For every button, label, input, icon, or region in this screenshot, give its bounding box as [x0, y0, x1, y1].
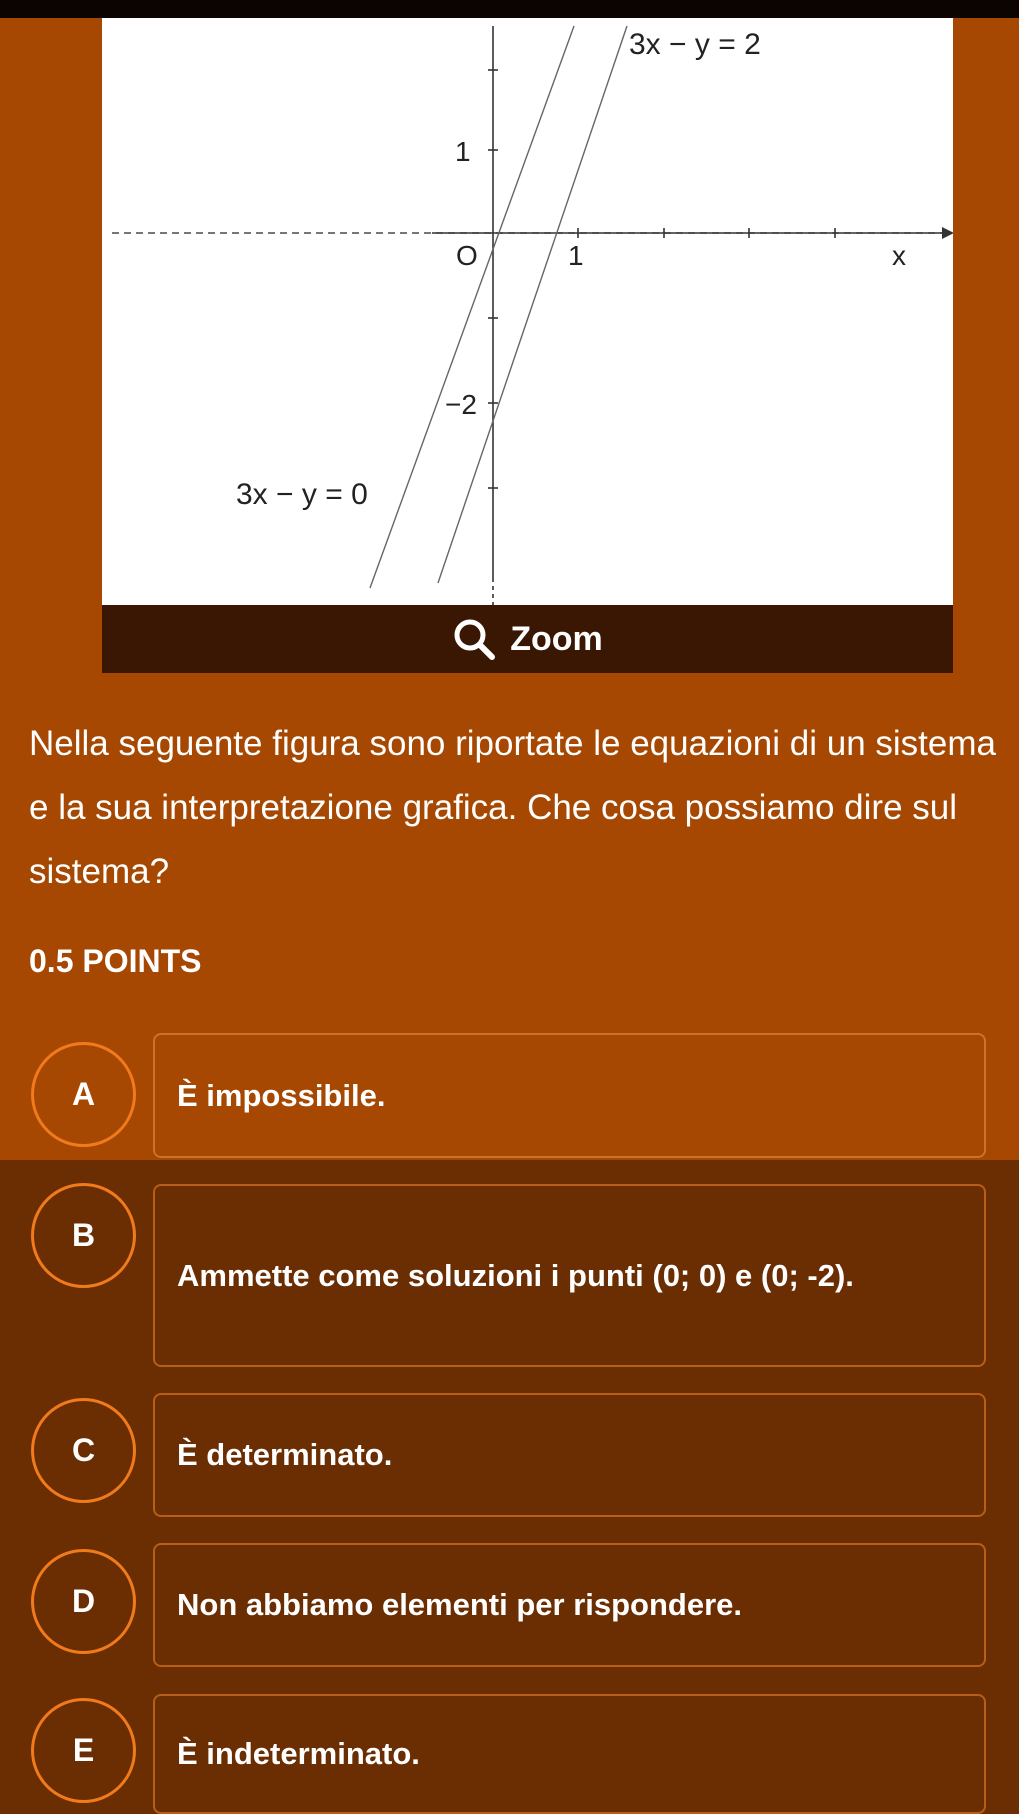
option-letter: A: [31, 1042, 136, 1147]
points-label: 0.5 POINTS: [29, 943, 202, 979]
option-letter: D: [31, 1549, 136, 1654]
search-icon: [452, 617, 496, 661]
option-text: È determinato.: [153, 1393, 986, 1517]
option-b[interactable]: [0, 1180, 1019, 1370]
question-text: Nella seguente figura sono riportate le equazioni di un sistema e la sua interpretazione grafica. Che cosa possiamo dire sul sistema?: [29, 724, 996, 891]
x-axis-arrow-icon: [942, 227, 953, 239]
tick-label-x1: 1: [568, 240, 584, 271]
option-text: È impossibile.: [153, 1033, 986, 1158]
graph-figure: [102, 18, 953, 605]
graph-svg: [102, 18, 953, 605]
origin-label: O: [456, 240, 478, 271]
option-letter: E: [31, 1698, 136, 1803]
option-letter: B: [31, 1183, 136, 1288]
option-a[interactable]: [0, 1030, 1019, 1160]
option-d[interactable]: [0, 1540, 1019, 1670]
line2-label: 3x − y = 0: [236, 478, 368, 511]
option-text: Ammette come soluzioni i punti (0; 0) e (0; -2).: [153, 1184, 986, 1367]
option-letter: C: [31, 1398, 136, 1503]
status-bar: [0, 0, 1019, 18]
tick-label-y1: 1: [455, 136, 471, 167]
line-3x-y-2: [438, 26, 627, 583]
zoom-button[interactable]: [102, 605, 953, 673]
line-3x-y-0: [370, 26, 574, 588]
tick-label-ym2: −2: [445, 389, 477, 420]
x-axis-label: x: [892, 240, 906, 271]
option-c[interactable]: [0, 1390, 1019, 1520]
zoom-label: Zoom: [510, 619, 603, 658]
line1-label: 3x − y = 2: [629, 28, 761, 61]
option-text: Non abbiamo elementi per rispondere.: [153, 1543, 986, 1667]
option-e[interactable]: [0, 1690, 1019, 1801]
option-text: È indeterminato.: [153, 1694, 986, 1814]
